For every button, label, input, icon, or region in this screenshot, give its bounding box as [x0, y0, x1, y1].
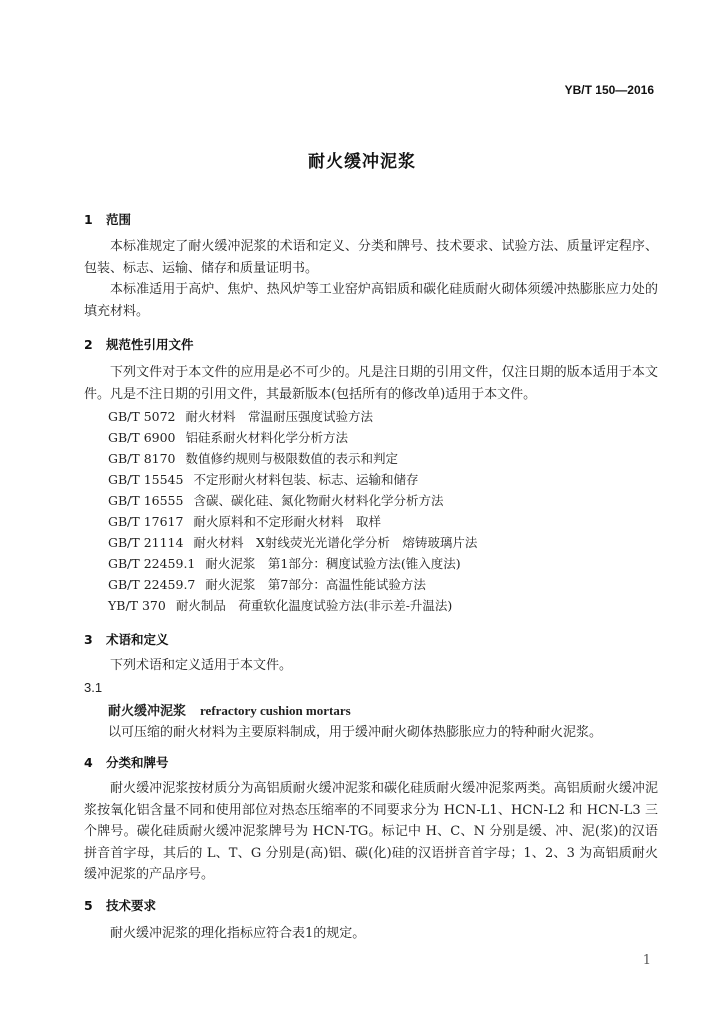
paragraph: 下列术语和定义适用于本文件。: [110, 658, 293, 673]
section-number: 1: [84, 212, 93, 227]
subsection-number: 3.1: [84, 680, 103, 695]
reference-code: GB/T 16555: [108, 493, 184, 508]
paragraph: 本标准规定了耐火缓冲泥浆的术语和定义、分类和牌号、技术要求、试验方法、质量评定程序、包装、标志、运输、储存和质量证明书。: [84, 239, 658, 276]
reference-item: [108, 449, 398, 467]
reference-item: [108, 554, 461, 572]
reference-code: GB/T 21114: [108, 535, 184, 550]
page-number: 1: [642, 953, 651, 968]
reference-title: 耐火材料 常温耐压强度试验方法: [185, 409, 374, 424]
reference-title: 耐火原料和不定形耐火材料 取样: [193, 514, 381, 529]
section-title: 技术要求: [106, 898, 157, 913]
reference-code: GB/T 15545: [108, 472, 184, 487]
paragraph: 本标准适用于高炉、焦炉、热风炉等工业窑炉高铝质和碳化硅质耐火砌体须缓冲热膨胀应力处的填充材料。: [84, 282, 658, 319]
reference-title: 耐火制品 荷重软化温度试验方法(非示差-升温法): [175, 598, 453, 613]
term-english: refractory cushion mortars: [200, 703, 351, 718]
term-definition: 以可压缩的耐火材料为主要原料制成，用于缓冲耐火砌体热膨胀应力的特种耐火泥浆。: [108, 725, 603, 740]
section-number: 4: [84, 755, 93, 770]
reference-item: [108, 512, 381, 530]
section-number: 2: [84, 337, 93, 352]
section-number: 3: [84, 632, 93, 647]
section-title: 术语和定义: [106, 632, 169, 647]
reference-title: 含碳、碳化硅、氮化物耐火材料化学分析方法: [193, 493, 444, 508]
section-title: 范围: [106, 212, 132, 227]
reference-item: [108, 407, 373, 425]
reference-code: YB/T 370: [108, 598, 166, 613]
reference-code: GB/T 5072: [108, 409, 176, 424]
section-title: 规范性引用文件: [106, 337, 194, 352]
paragraph: 下列文件对于本文件的应用是必不可少的。凡是注日期的引用文件，仅注日期的版本适用于本文件。凡是不注日期的引用文件，其最新版本(包括所有的修改单)适用于本文件。: [84, 365, 658, 402]
reference-item: [108, 596, 452, 614]
reference-item: [108, 491, 443, 509]
reference-title: 数值修约规则与极限数值的表示和判定: [185, 451, 399, 466]
reference-code: GB/T 8170: [108, 451, 176, 466]
reference-item: [108, 470, 418, 488]
section-title: 分类和牌号: [106, 755, 169, 770]
reference-item: [108, 575, 426, 593]
term-entry: [108, 700, 351, 719]
section-heading-scope: [84, 210, 131, 228]
document-title: 耐火缓冲泥浆: [308, 152, 416, 172]
reference-code: GB/T 22459.7: [108, 577, 196, 592]
paragraph: 耐火缓冲泥浆按材质分为高铝质耐火缓冲泥浆和碳化硅质耐火缓冲泥浆两类。高铝质耐火缓冲泥浆按氧化铝含量不同和使用部位对热态压缩率的不同要求分为 HCN-L1、HCN-L2 和 HCN-L3 三个牌号。碳化硅质耐火缓冲泥浆牌号为 HCN-TG。标记中 H、C、N 分别是缓、冲、泥(浆)的汉语拼音首字母，其后的 L、T、G 分别是(高)铝、碳(化)硅的汉语拼音首字母；1、2、3 为高铝质耐火缓冲泥浆的产品序号。: [84, 781, 658, 882]
reference-item: [108, 428, 348, 446]
reference-code: GB/T 22459.1: [108, 556, 196, 571]
reference-title: 铝硅系耐火材料化学分析方法: [185, 430, 349, 445]
reference-item: [108, 533, 477, 551]
reference-title: 不定形耐火材料包装、标志、运输和储存: [193, 472, 419, 487]
paragraph: 耐火缓冲泥浆的理化指标应符合表1的规定。: [110, 926, 366, 941]
reference-code: GB/T 6900: [108, 430, 176, 445]
reference-code: GB/T 17617: [108, 514, 184, 529]
reference-title: 耐火泥浆 第1部分：稠度试验方法(锥入度法): [205, 556, 461, 571]
section-heading-classification: [84, 753, 169, 771]
section-number: 5: [84, 898, 93, 913]
reference-title: 耐火泥浆 第7部分：高温性能试验方法: [205, 577, 426, 592]
standard-number: YB/T 150—2016: [564, 83, 654, 97]
term-chinese: 耐火缓冲泥浆: [108, 704, 187, 719]
section-heading-references: [84, 335, 194, 353]
section-heading-requirements: [84, 896, 156, 914]
section-heading-terms: [84, 630, 169, 648]
reference-title: 耐火材料 X射线荧光光谱化学分析 熔铸玻璃片法: [193, 535, 478, 550]
